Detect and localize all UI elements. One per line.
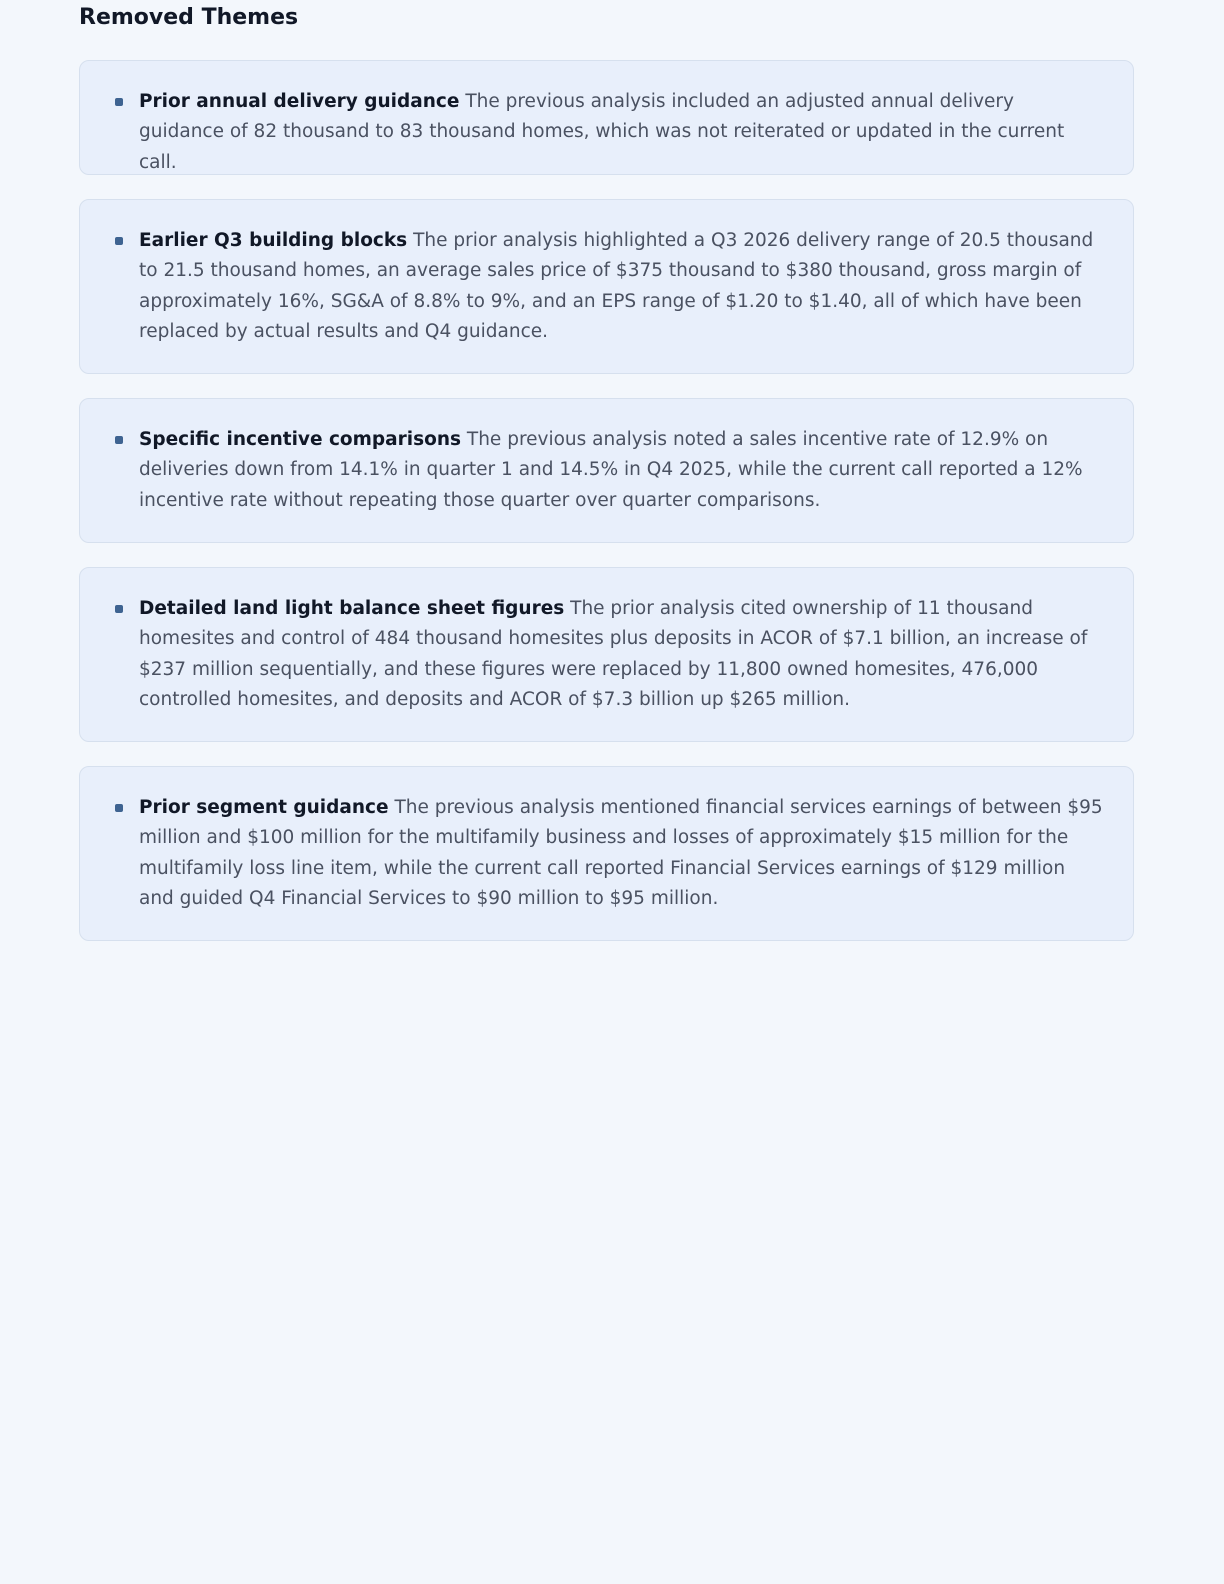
theme-card: [79, 199, 1134, 374]
theme-text: [139, 226, 1103, 347]
bullet-icon: [115, 605, 123, 613]
theme-card: [79, 398, 1134, 543]
theme-description: The prior analysis cited ownership of 11 thousand homesites and control of 484 thousand homesites plus deposits in ACOR of $7.1 billion, an increase of $237 million sequentially, and these figures were replaced by 11,800 owned homesites, 476,000 controlled homesites, and deposits and ACOR of $7.3 billion up $265 million.: [139, 598, 1088, 710]
bullet-icon: [115, 804, 123, 812]
theme-text: [139, 425, 1103, 516]
bullet-icon: [115, 98, 123, 106]
bullet-icon: [115, 436, 123, 444]
theme-description: The previous analysis mentioned financial services earnings of between $95 million and $100 million for the multifamily business and losses of approximately $15 million for the multifamily loss line item, while the current call reported Financial Services earnings of $129 million and guided Q4 Financial Services to $90 million to $95 million.: [139, 797, 1103, 909]
theme-description: The prior analysis highlighted a Q3 2026 delivery range of 20.5 thousand to 21.5 thousand homes, an average sales price of $375 thousand to $380 thousand, gross margin of approximately 16%, SG&A of 8.8% to 9%, and an EPS range of $1.20 to $1.40, all of which have been replaced by actual results and Q4 guidance.: [139, 230, 1094, 342]
theme-description: The previous analysis noted a sales incentive rate of 12.9% on deliveries down from 14.1% in quarter 1 and 14.5% in Q4 2025, while the current call reported a 12% incentive rate without repeating those quarter over quarter comparisons.: [139, 429, 1083, 511]
theme-term: Specific incentive comparisons: [139, 429, 462, 450]
theme-card: [79, 60, 1134, 175]
section-title: Removed Themes: [79, 5, 299, 30]
theme-text: [139, 87, 1103, 178]
theme-term: Prior annual delivery guidance: [139, 91, 460, 112]
theme-card: [79, 567, 1134, 742]
theme-term: Detailed land light balance sheet figures: [139, 598, 565, 619]
theme-term: Prior segment guidance: [139, 797, 389, 818]
theme-text: [139, 594, 1103, 715]
theme-term: Earlier Q3 building blocks: [139, 230, 408, 251]
theme-card: [79, 766, 1134, 941]
bullet-icon: [115, 237, 123, 245]
theme-description: The previous analysis included an adjusted annual delivery guidance of 82 thousand to 83 thousand homes, which was not reiterated or updated in the current call.: [139, 91, 1065, 173]
theme-text: [139, 793, 1103, 914]
removed-themes-section: [79, 0, 1145, 909]
